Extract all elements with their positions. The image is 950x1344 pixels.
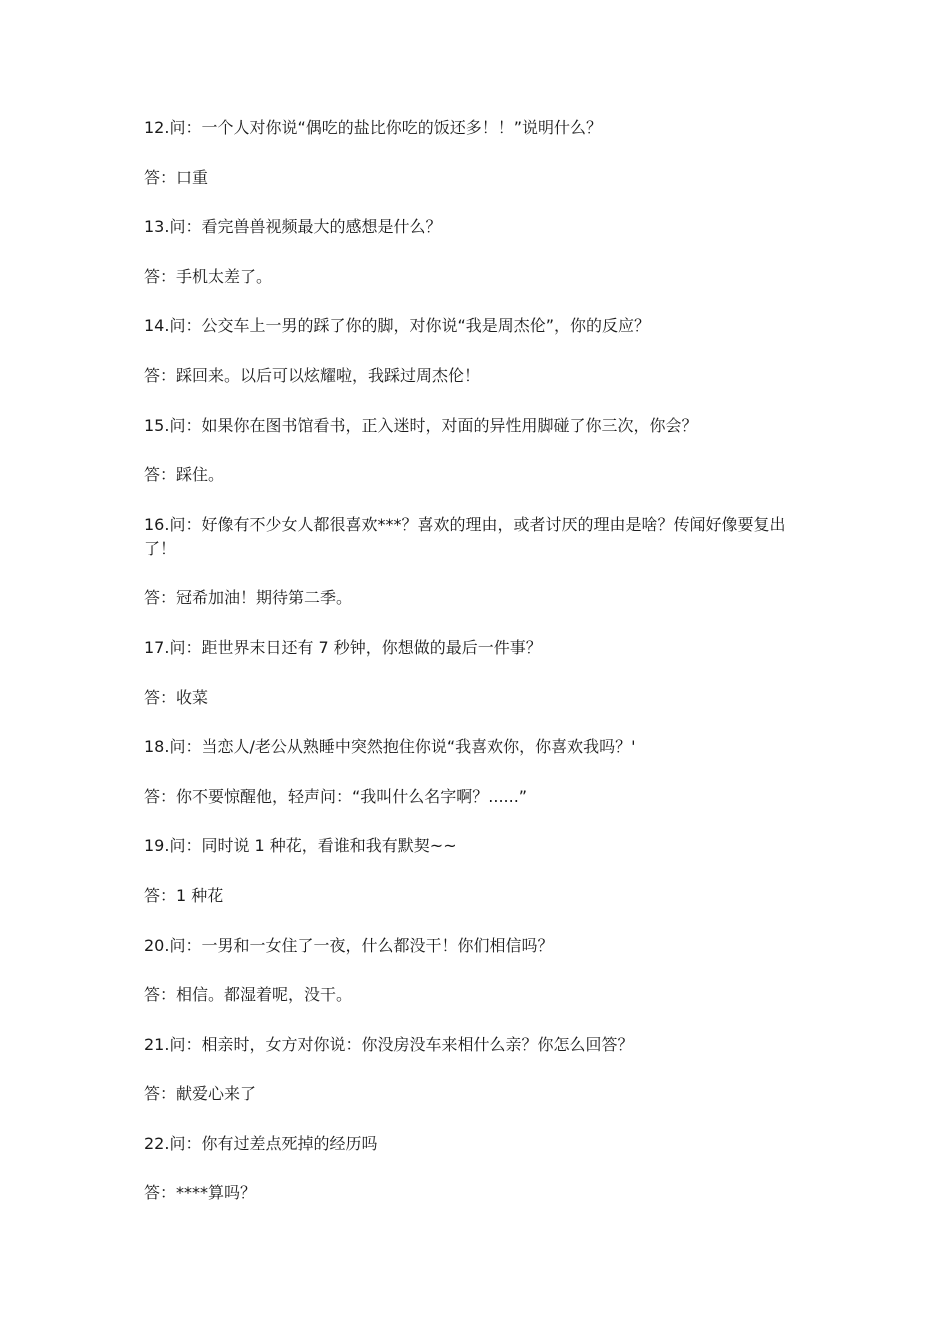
answer-13: 答：手机太差了。	[144, 266, 273, 286]
answer-21: 答：献爱心来了	[144, 1084, 257, 1104]
question-16: 16.问：好像有不少女人都很喜欢***？喜欢的理由，或者讨厌的理由是啥？传闻好像要复出了！	[144, 514, 786, 558]
question-19: 19.问：同时说 1 种花，看谁和我有默契~~	[144, 836, 457, 856]
answer-18: 答：你不要惊醒他，轻声问：“我叫什么名字啊？......”	[144, 786, 528, 806]
question-18: 18.问：当恋人/老公从熟睡中突然抱住你说“我喜欢你，你喜欢我吗？'	[144, 737, 636, 757]
answer-17: 答：收菜	[144, 687, 209, 707]
answer-14: 答：踩回来。以后可以炫耀啦，我踩过周杰伦！	[144, 365, 481, 385]
question-21: 21.问：相亲时，女方对你说：你没房没车来相什么亲？你怎么回答？	[144, 1034, 634, 1054]
question-12: 12.问：一个人对你说“偶吃的盐比你吃的饭还多！！”说明什么？	[144, 118, 603, 137]
question-14: 14.问：公交车上一男的踩了你的脚，对你说“我是周杰伦”，你的反应？	[144, 316, 651, 336]
answer-20: 答：相信。都湿着呢，没干。	[144, 985, 353, 1005]
answer-15: 答：踩住。	[144, 465, 225, 485]
question-22: 22.问：你有过差点死掉的经历吗	[144, 1133, 378, 1153]
question-15: 15.问：如果你在图书馆看书，正入迷时，对面的异性用脚碰了你三次，你会？	[144, 415, 698, 435]
answer-22: 答：****算吗？	[144, 1183, 257, 1203]
qa-list	[144, 116, 804, 1231]
answer-19: 答：1 种花	[144, 885, 224, 905]
answer-16: 答：冠希加油！期待第二季。	[144, 588, 353, 608]
question-20: 20.问：一男和一女住了一夜，什么都没干！你们相信吗？	[144, 935, 554, 955]
question-17: 17.问：距世界末日还有 7 秒钟，你想做的最后一件事？	[144, 637, 542, 657]
answer-12: 答：口重	[144, 167, 209, 187]
question-13: 13.问：看完兽兽视频最大的感想是什么？	[144, 217, 442, 237]
